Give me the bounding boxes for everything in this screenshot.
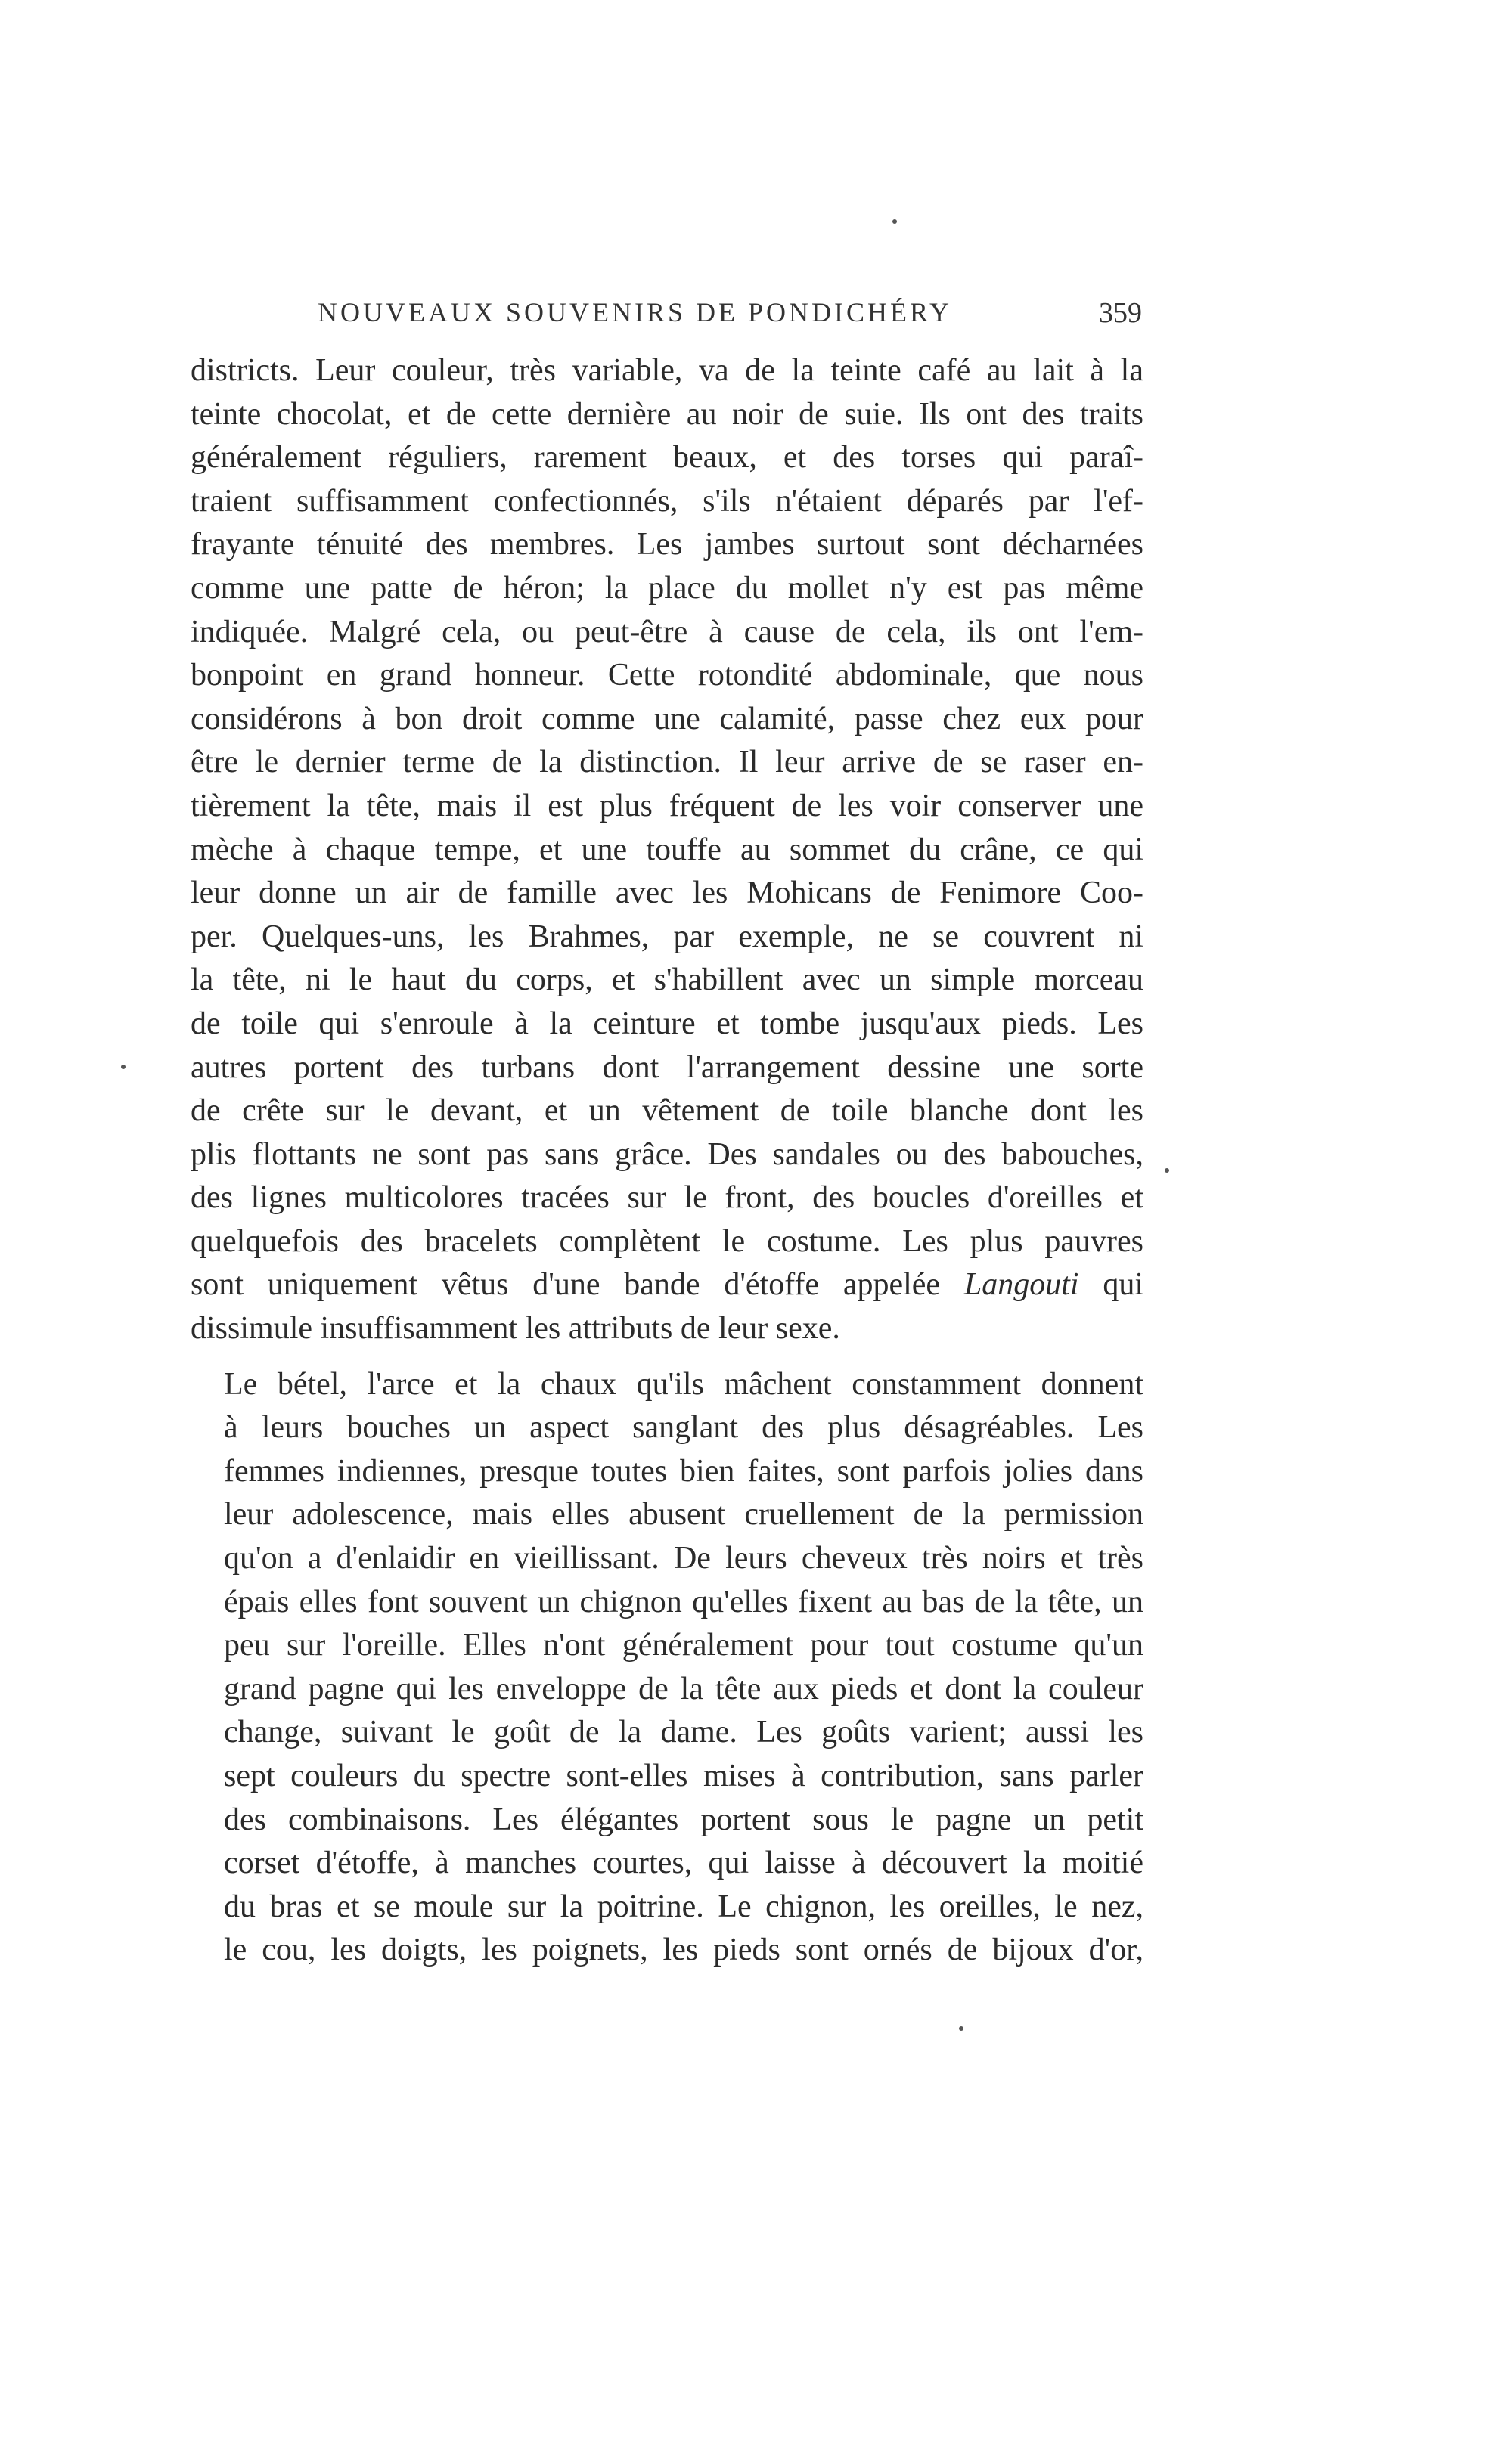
text-line: généralement réguliers, rarement beaux, et des torses qui paraî- [191, 440, 1143, 476]
text-line: de crête sur le devant, et un vêtement de toile blanche dont les [191, 1093, 1143, 1129]
text-line: peu sur l'oreille. Elles n'ont généralement pour tout costume qu'un [224, 1628, 1143, 1663]
text-line: être le dernier terme de la distinction. Il leur arrive de se raser en- [191, 745, 1143, 780]
page-number: 359 [1099, 297, 1142, 329]
text-line: à leurs bouches un aspect sanglant des plus désagréables. Les [224, 1410, 1143, 1446]
text-line: du bras et se moule sur la poitrine. Le chignon, les oreilles, le nez, [224, 1889, 1143, 1924]
text-line: autres portent des turbans dont l'arrangement dessine une sorte [191, 1049, 1143, 1085]
text-line: leur donne un air de famille avec les Mohicans de Fenimore Coo- [191, 876, 1143, 911]
text-line: teinte chocolat, et de cette dernière au noir de suie. Ils ont des traits [191, 396, 1143, 432]
text-line: la tête, ni le haut du corps, et s'habillent avec un simple morceau [191, 962, 1143, 998]
text-line: sept couleurs du spectre sont-elles mises à contribution, sans parler [224, 1759, 1143, 1793]
text-fragment: sont uniquement vêtus d'une bande d'étoffe appelée [191, 1267, 964, 1303]
text-line: change, suivant le goût de la dame. Les goûts varient; aussi les [224, 1715, 1143, 1750]
text-line: plis flottants ne sont pas sans grâce. Des sandales ou des babouches, [191, 1136, 1143, 1172]
text-line: le cou, les doigts, les poignets, les pieds sont ornés de bijoux d'or, [224, 1932, 1143, 1968]
text-line: grand pagne qui les enveloppe de la tête aux pieds et dont la couleur [224, 1671, 1143, 1706]
text-line-langouti [191, 1263, 1143, 1307]
text-fragment: qui [1078, 1267, 1144, 1303]
text-line: dissimule insuffisamment les attributs de leur sexe. [191, 1311, 840, 1347]
text-line: indiquée. Malgré cela, ou peut-être à cause de cela, ils ont l'em- [191, 614, 1143, 649]
text-line: de toile qui s'enroule à la ceinture et tombe jusqu'aux pieds. Les [191, 1006, 1143, 1041]
text-line: per. Quelques-uns, les Brahmes, par exemple, ne se couvrent ni [191, 919, 1143, 954]
scan-speck [121, 1065, 126, 1069]
running-head [318, 296, 1142, 342]
text-line: qu'on a d'enlaidir en vieillissant. De leurs cheveux très noirs et très [224, 1541, 1143, 1576]
text-line: Le bétel, l'arce et la chaux qu'ils mâchent constamment donnent [224, 1366, 1143, 1402]
text-line: comme une patte de héron; la place du mollet n'y est pas même [191, 570, 1143, 606]
paragraph-2 [191, 1363, 1143, 1973]
text-line: quelquefois des bracelets complètent le costume. Les plus pauvres [191, 1223, 1143, 1259]
text-line: tièrement la tête, mais il est plus fréquent de les voir conserver une [191, 788, 1143, 823]
text-line: traient suffisamment confectionnés, s'ils n'étaient déparés par l'ef- [191, 483, 1143, 519]
text-line: considérons à bon droit comme une calamité, passe chez eux pour [191, 701, 1143, 736]
text-line: bonpoint en grand honneur. Cette rotondité abdominale, que nous [191, 658, 1143, 693]
text-line: des lignes multicolores tracées sur le front, des boucles d'oreilles et [191, 1180, 1143, 1216]
text-line: corset d'étoffe, à manches courtes, qui laisse à découvert la moitié [224, 1846, 1143, 1881]
text-line: mèche à chaque tempe, et une touffe au sommet du crâne, ce qui [191, 832, 1143, 867]
scan-speck [892, 219, 897, 224]
text-line: leur adolescence, mais elles abusent cruellement de la permission [224, 1497, 1143, 1533]
running-title: NOUVEAUX SOUVENIRS DE PONDICHÉRY [318, 297, 953, 327]
text-line: des combinaisons. Les élégantes portent sous le pagne un petit [224, 1802, 1143, 1837]
text-line: frayante ténuité des membres. Les jambes surtout sont décharnées [191, 527, 1143, 563]
text-line: districts. Leur couleur, très variable, va de la teinte café au lait à la [191, 353, 1143, 388]
paragraph-1 [191, 349, 1143, 1351]
text-line: femmes indiennes, presque toutes bien faites, sont parfois jolies dans [224, 1453, 1143, 1489]
emphasized-term: Langouti [963, 1267, 1079, 1303]
scan-speck [1165, 1168, 1169, 1173]
text-line: épais elles font souvent un chignon qu'elles fixent au bas de la tête, un [224, 1584, 1143, 1619]
body-text [191, 349, 1143, 1973]
scan-speck [959, 2026, 963, 2031]
